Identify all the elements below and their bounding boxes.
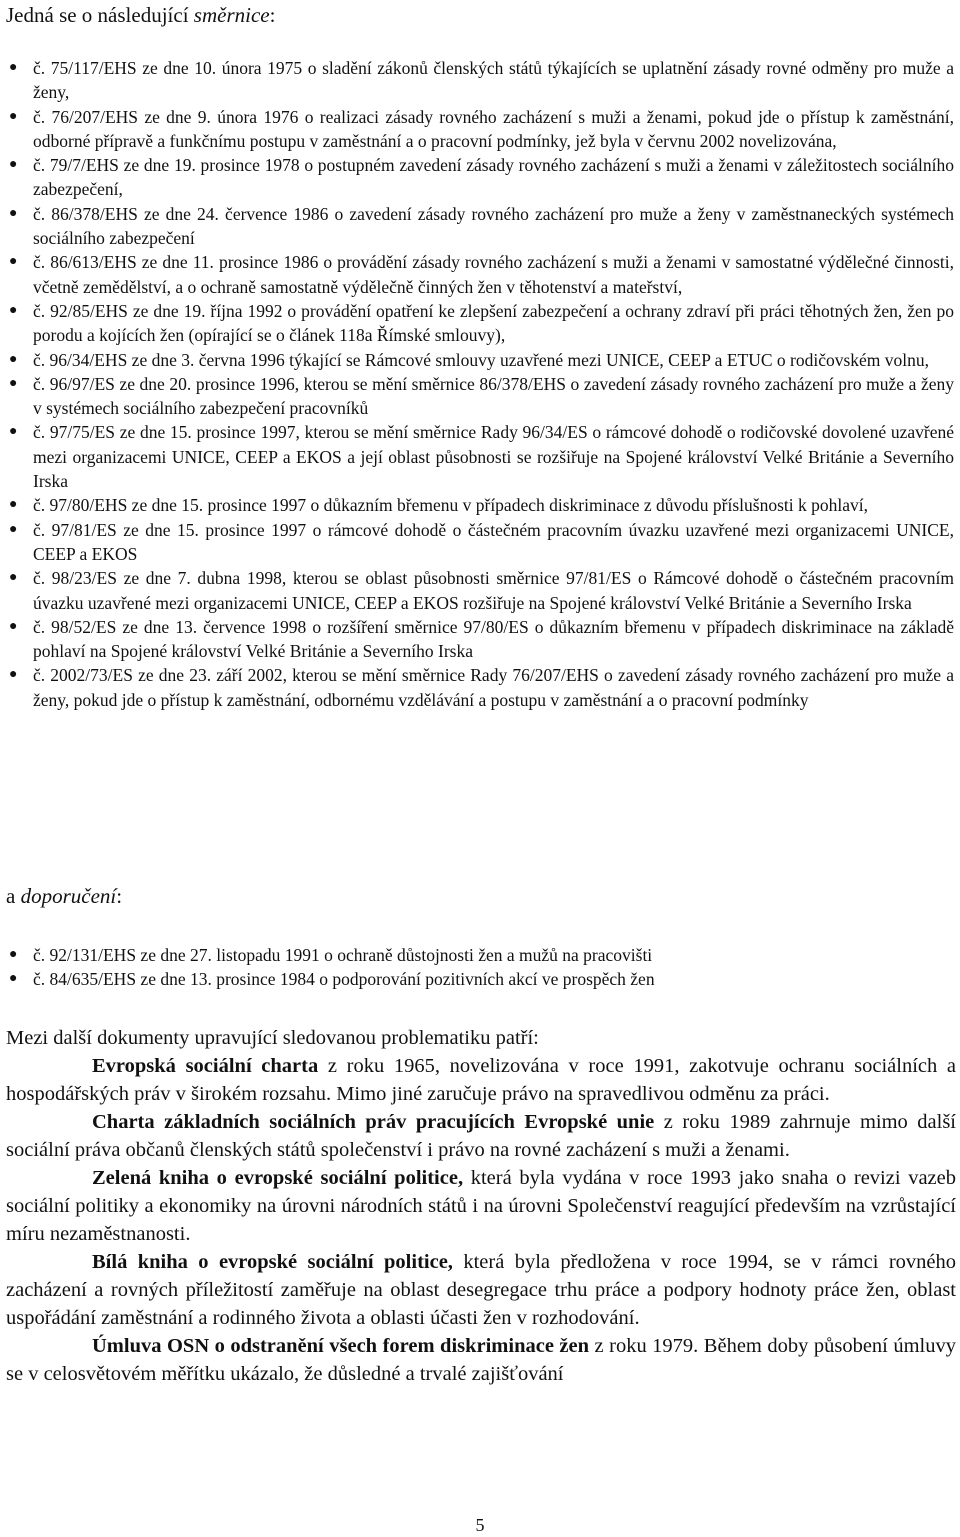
- bullet-icon: ●: [9, 108, 18, 124]
- list-item: ● č. 97/81/ES ze dne 15. prosince 1997 o rámcové dohodě o částečném pracovním úvazku uzavřené mezi organizacemi UNICE, CEEP a EKOS: [9, 519, 954, 564]
- bullet-icon: ●: [9, 157, 18, 173]
- bullet-icon: ●: [9, 947, 18, 962]
- bullet-icon: ●: [9, 971, 18, 987]
- other-documents-section: [6, 1024, 956, 1388]
- list-item: ● č. 97/75/ES ze dne 15. prosince 1997, kterou se mění směrnice Rady 96/34/ES o rámcové dohodě o rodičovské dovolené uzavřené mezi organizacemi UNICE, CEEP a EKOS a její oblast působnosti se rozšiřuje na Spojené království Velké Británie a Severního Irska: [9, 422, 954, 492]
- intro-prefix: Jedná se o následující: [6, 3, 194, 27]
- documents-heading: Mezi další dokumenty upravující sledovanou problematiku patří:: [6, 1027, 539, 1049]
- bullet-icon: ●: [9, 351, 18, 367]
- list-item: ● č. 92/131/EHS ze dne 27. listopadu 1991 o ochraně důstojnosti žen a mužů na pracovišti: [0, 943, 960, 967]
- bullet-icon: ●: [9, 254, 18, 270]
- document-title: Úmluva OSN o odstranění všech forem diskriminace žen: [92, 1335, 590, 1357]
- directives-list: [0, 56, 960, 712]
- list-item: ● č. 92/85/EHS ze dne 19. října 1992 o provádění opatření ke zlepšení zabezpečení a ochrany zdraví při práci těhotných žen, žen po porodu a kojících žen (opírající se o článek 118a Římské smlouvy),: [9, 300, 954, 346]
- document-paragraph: Zelená kniha o evropské sociální politice, která byla vydána v roce 1993 jako snaha o revizi vazeb sociální politiky a ekonomiky na úrovni národních států i na úrovni Společenství reagující především na vzrůstající míru nezaměstnanosti.: [6, 1167, 956, 1245]
- page-number: 5: [475, 1515, 485, 1535]
- list-item: ● č. 2002/73/ES ze dne 23. září 2002, kterou se mění směrnice Rady 76/207/EHS o zavedení zásady rovného zacházení pro muže a ženy, pokud jde o přístup k zaměstnání, odbornému vzdělávání a postupu v zaměstnání a o pracovní podmínky: [9, 665, 954, 710]
- list-item: ● č. 96/34/EHS ze dne 3. června 1996 týkající se Rámcové smlouvy uzavřené mezi UNICE, CEEP a ETUC o rodičovském volnu,: [0, 348, 960, 372]
- intro-suffix: :: [269, 3, 276, 27]
- document-paragraph: Bílá kniha o evropské sociální politice, která byla předložena v roce 1994, se v rámci rovného zacházení a rovných příležitostí zaměřuje na oblast desegregace trhu práce a podpory hodnoty práce žen, oblast uspořádání zaměstnání a rodinného života a oblasti účasti žen v rozhodování.: [6, 1251, 957, 1329]
- document-paragraph: Úmluva OSN o odstranění všech forem diskriminace žen z roku 1979. Během doby působení úmluvy se v celosvětovém měřítku ukázalo, že důsledné a trvalé zajišťování: [6, 1335, 957, 1385]
- bullet-icon: ●: [9, 302, 18, 318]
- bullet-icon: ●: [9, 375, 18, 391]
- document-title: Evropská sociální charta: [92, 1055, 319, 1077]
- document-title: Charta základních sociálních práv pracujících Evropské unie: [92, 1111, 655, 1133]
- bullet-icon: ●: [9, 667, 18, 683]
- document-paragraph: Charta základních sociálních práv pracujících Evropské unie z roku 1989 zahrnuje mimo další sociální práva občanů členských států společenství i právo na rovné zacházení s muži a ženami.: [6, 1111, 956, 1161]
- directives-intro: [6, 2, 275, 28]
- list-item: ● č. 86/378/EHS ze dne 24. července 1986 o zavedení zásady rovného zacházení pro muže a ženy v zaměstnaneckých systémech sociálního zabezpečení: [9, 203, 954, 249]
- bullet-icon: ●: [9, 60, 18, 75]
- bullet-icon: ●: [9, 570, 18, 586]
- bullet-icon: ●: [9, 521, 18, 537]
- bullet-icon: ●: [9, 205, 18, 221]
- list-item: ● č. 86/613/EHS ze dne 11. prosince 1986 o provádění zásady rovného zacházení s muži a ženami v samostatné výdělečné činnosti, včetně zemědělství, a o ochraně samostatně výdělečně činných žen v těhotenství a mateřství,: [9, 252, 954, 297]
- list-item: ● č. 98/52/ES ze dne 13. července 1998 o rozšíření směrnice 97/80/ES o důkazním břemenu v případech diskriminace na základě pohlaví na Spojené království Velké Británie a Severního Irska: [9, 616, 954, 662]
- bullet-icon: ●: [9, 618, 18, 634]
- bullet-icon: ●: [9, 424, 18, 440]
- document-paragraph: Evropská sociální charta z roku 1965, novelizována v roce 1991, zakotvuje ochranu sociálních a hospodářských práv v širokém rozsahu. Mimo jiné zaručuje právo na spravedlivou odměnu za práci.: [6, 1055, 956, 1105]
- list-item: ● č. 98/23/ES ze dne 7. dubna 1998, kterou se oblast působnosti směrnice 97/81/ES o Rámcové dohodě o částečném pracovním úvazku uzavřené mezi organizacemi UNICE, CEEP a EKOS rozšiřuje na Spojené království Velké Británie a Severního Irska: [9, 568, 954, 613]
- list-item: ● č. 97/80/EHS ze dne 15. prosince 1997 o důkazním břemenu v případech diskriminace z důvodu příslušnosti k pohlaví,: [0, 493, 960, 517]
- intro-italic: směrnice: [193, 3, 270, 27]
- document-title: Bílá kniha o evropské sociální politice,: [92, 1251, 453, 1273]
- list-item: ● č. 79/7/EHS ze dne 19. prosince 1978 o postupném zavedení zásady rovného zacházení s muži a ženami v záležitostech sociálního zabezpečení,: [9, 155, 954, 200]
- recommendations-heading: a doporučení:: [6, 884, 123, 908]
- list-item: ● č. 75/117/EHS ze dne 10. února 1975 o sladění zákonů členských států týkajících se uplatnění zásady rovné odměny pro muže a ženy,: [9, 58, 954, 103]
- list-item: ● č. 96/97/ES ze dne 20. prosince 1996, kterou se mění směrnice 86/378/EHS o zavedení zásady rovného zacházení pro muže a ženy v systémech sociálního zabezpečení pracovníků: [9, 373, 954, 419]
- list-item: ● č. 84/635/EHS ze dne 13. prosince 1984 o podporování pozitivních akcí ve prospěch žen: [0, 967, 960, 991]
- bullet-icon: ●: [9, 497, 18, 513]
- recommendations-list: [0, 943, 960, 992]
- list-item: ● č. 76/207/EHS ze dne 9. února 1976 o realizaci zásady rovného zacházení s muži a ženami, pokud jde o přístup k zaměstnání, odborné přípravě a funkčnímu postupu v zaměstnání a o pracovní podmínky, jež byla v červnu 2002 novelizována,: [9, 106, 954, 151]
- document-title: Zelená kniha o evropské sociální politice,: [92, 1167, 464, 1189]
